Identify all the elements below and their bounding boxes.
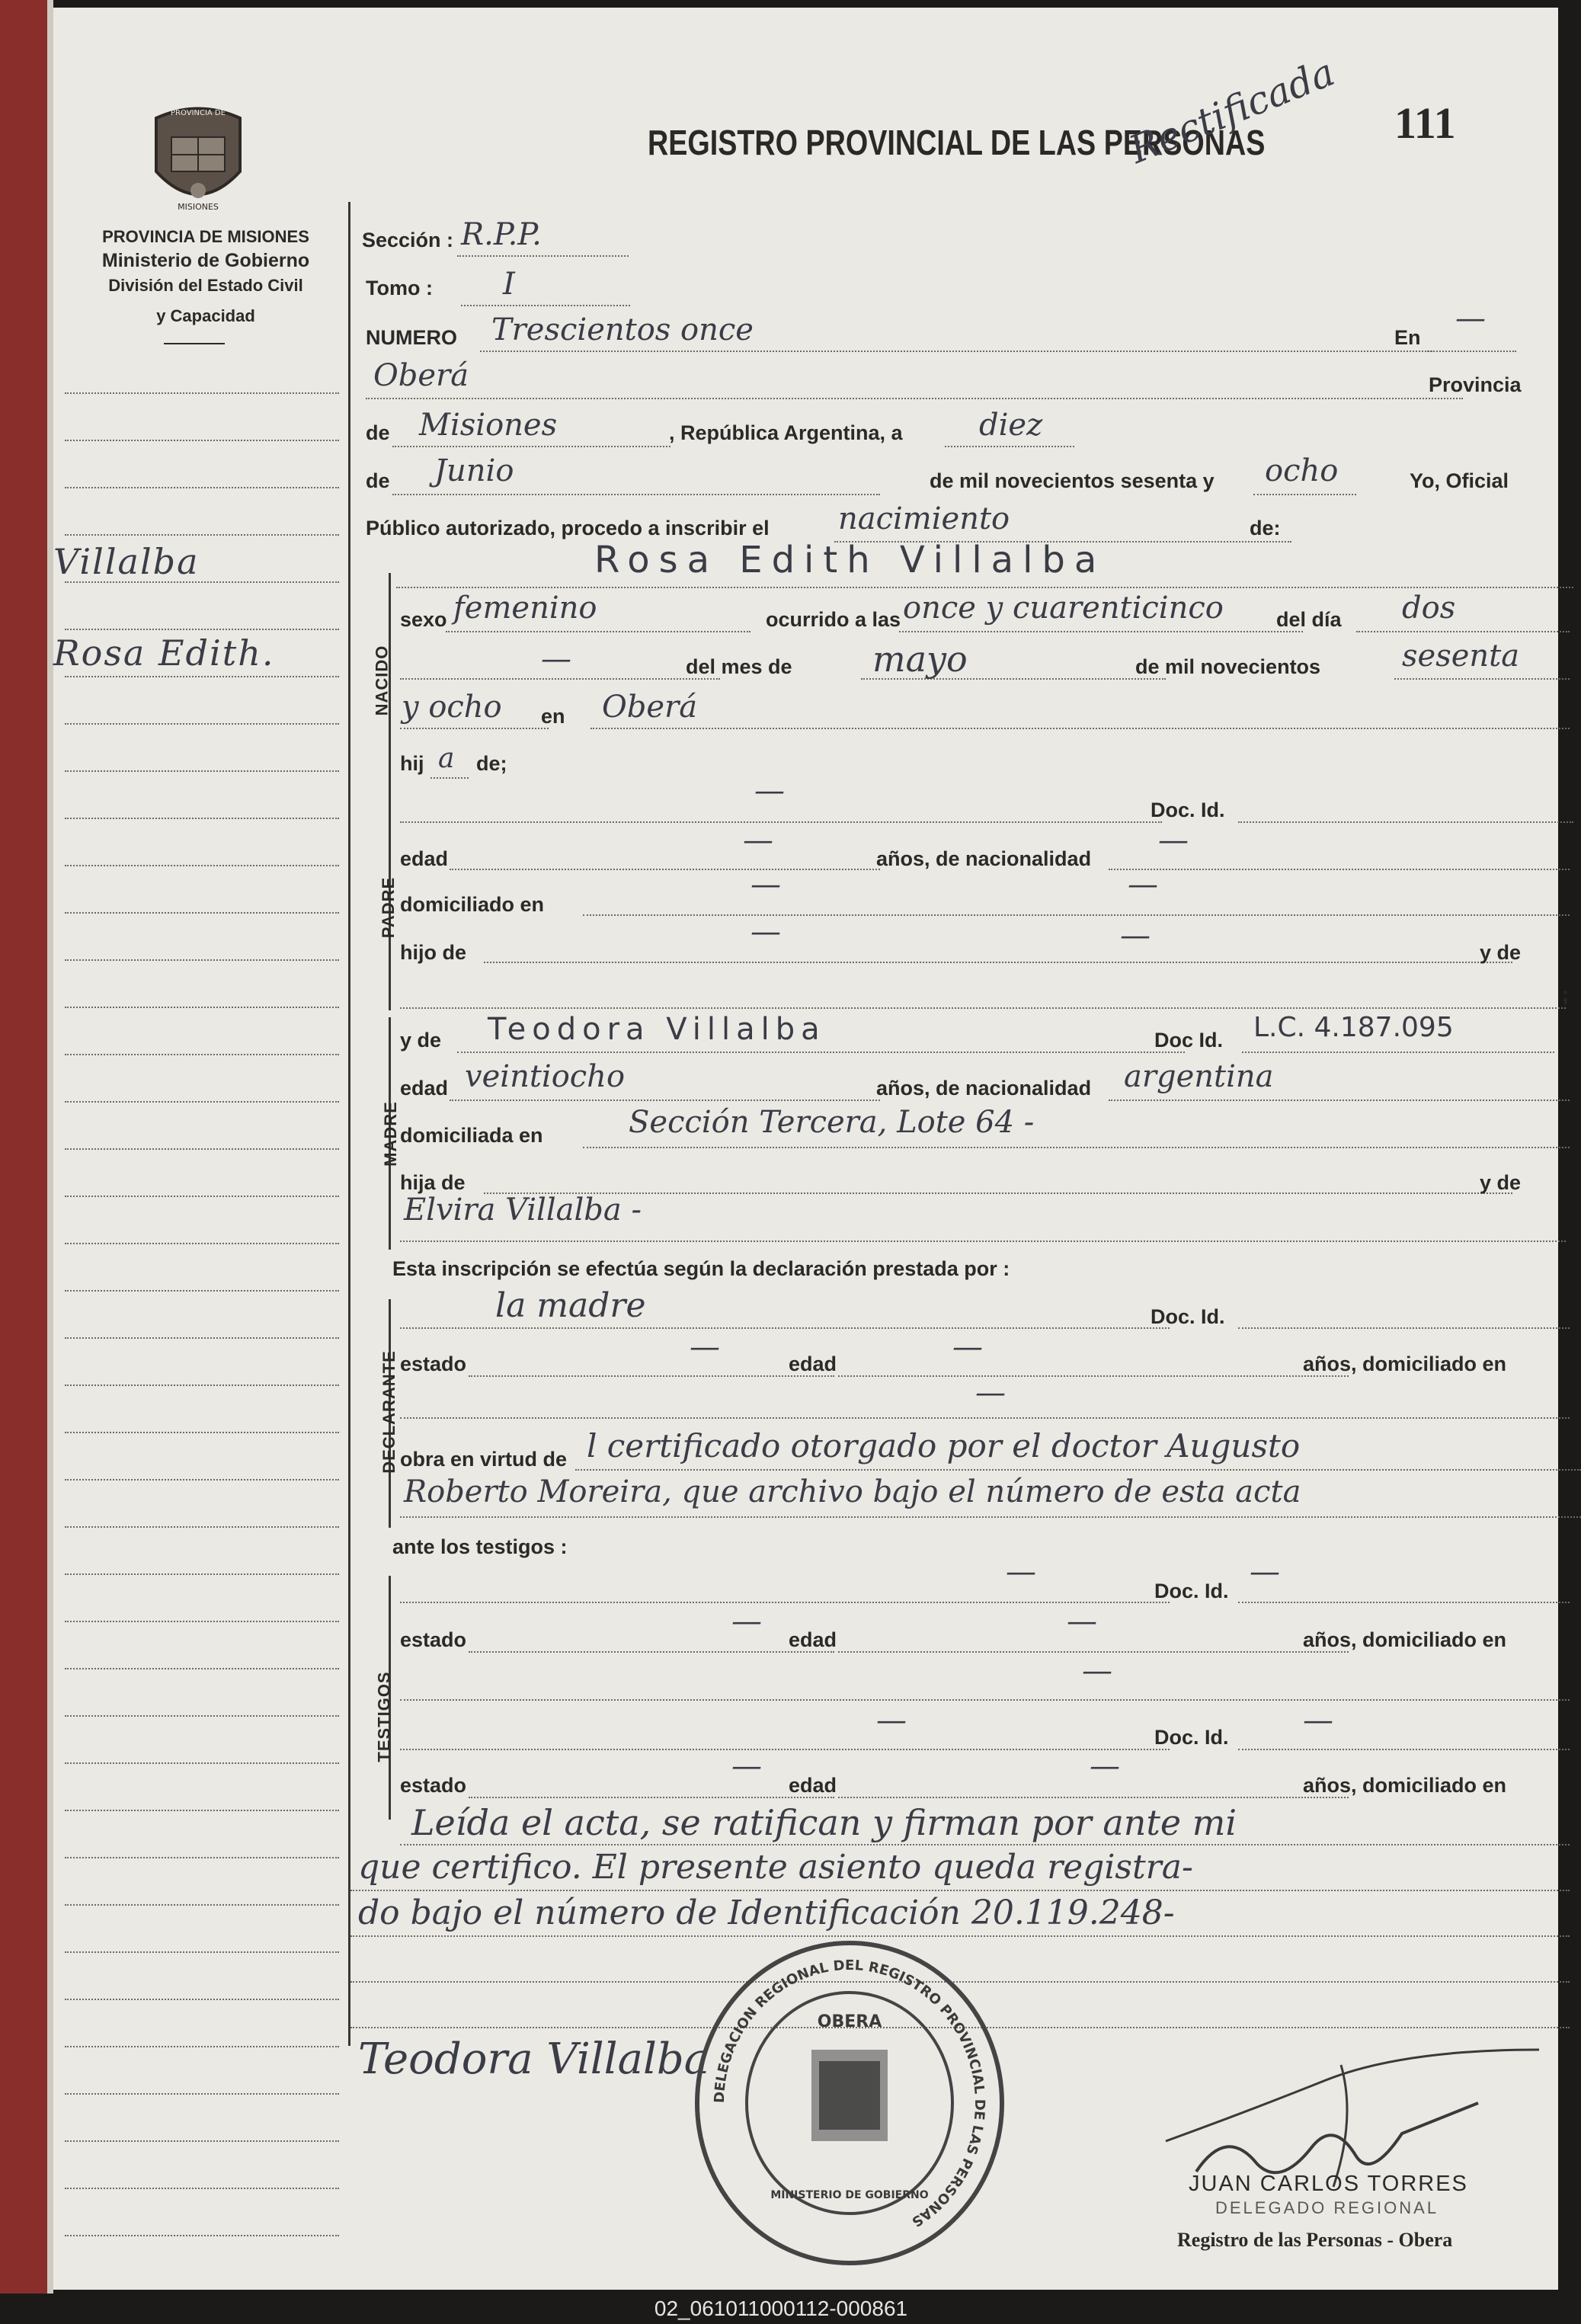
madre-parent-value: Elvira Villalba -: [404, 1192, 642, 1228]
official-registry: Registro de las Personas - Obera: [1177, 2229, 1453, 2251]
margin-line: [65, 1479, 339, 1481]
dia-nac-value: dos: [1402, 591, 1456, 626]
padre-edad-label: edad: [400, 847, 449, 870]
margin-given-names: Rosa Edith.: [53, 632, 275, 674]
margin-line: [65, 770, 339, 772]
padre-name-line: [400, 821, 1162, 823]
testigo2-edad-label: edad: [789, 1774, 837, 1797]
margin-line: [65, 1573, 339, 1575]
margin-line: [65, 487, 339, 488]
testigos-section-label: TESTIGOS: [374, 1671, 394, 1762]
image-id-caption: 02_061011000112-000861: [654, 2297, 908, 2320]
book-spine-edge: [47, 0, 53, 2294]
margin-line: [65, 534, 339, 536]
margin-line: [65, 2046, 339, 2047]
margin-line: [65, 865, 339, 866]
cierre-line-1: [400, 1844, 1570, 1845]
margin-line: [65, 1337, 339, 1339]
padre-hijo-label: hijo de: [400, 941, 466, 964]
org-underline: [164, 343, 225, 344]
seccion-label: Sección :: [362, 229, 454, 251]
anio-line: [1253, 494, 1356, 495]
obra-label: obra en virtud de: [400, 1448, 568, 1471]
form-left-rule: [348, 202, 350, 2046]
madre-name-value: Teodora Villalba: [488, 1012, 826, 1047]
margin-line: [65, 912, 339, 914]
margin-line: [65, 2188, 339, 2189]
nacido-dash: —: [541, 642, 571, 677]
sexo-label: sexo: [400, 608, 447, 631]
anio-nac-label: de mil novecientos: [1135, 655, 1321, 678]
madre-doc-value: L.C. 4.187.095: [1253, 1012, 1454, 1043]
margin-line: [65, 1384, 339, 1386]
obra-line-1: [575, 1469, 1581, 1471]
hora-value: once y cuarenticinco: [903, 591, 1224, 626]
madre-doc-line: [1242, 1052, 1554, 1053]
padre-doc-label: Doc. Id.: [1151, 799, 1225, 821]
declarante-domicilio-line: [400, 1417, 1570, 1419]
provincial-crest-icon: [141, 95, 255, 217]
margin-line: [65, 1526, 339, 1528]
registrant-name-line: [396, 587, 1573, 588]
margin-line: [65, 1951, 339, 1953]
margin-line: [65, 1904, 339, 1906]
numero-value: Trescientos once: [491, 312, 754, 347]
testigo2-dash-1: —: [876, 1703, 907, 1738]
testigos-intro: ante los testigos :: [392, 1535, 568, 1558]
declarante-estado-label: estado: [400, 1352, 467, 1375]
margin-line: [65, 1999, 339, 2000]
testigo1-estado-label: estado: [400, 1628, 467, 1651]
seal-ring-text: DELEGACION REGIONAL DEL REGISTRO PROVINCIAL DE LAS PERSONAS: [711, 1957, 988, 2230]
obra-value-1: l certificado otorgado por el doctor Augusto: [587, 1427, 1301, 1465]
sexo-value: femenino: [453, 591, 597, 626]
de-label-2: de: [366, 469, 390, 492]
declarante-section-label: DECLARANTE: [379, 1350, 398, 1474]
cierre-line-2: [350, 1890, 1570, 1891]
anio-nac-value: sesenta: [1402, 639, 1520, 674]
declarante-edad-line: [838, 1375, 1349, 1377]
madre-edad-label: edad: [400, 1077, 449, 1100]
lugar-nac-value: Oberá: [602, 690, 698, 725]
provincia-label: Provincia: [1429, 373, 1522, 396]
margin-line: [65, 676, 339, 677]
de-colon-label: de:: [1250, 517, 1281, 539]
seccion-line: [457, 255, 629, 257]
madre-nacionalidad-value: argentina: [1124, 1059, 1274, 1094]
margin-line: [65, 1762, 339, 1764]
seal-inner-bottom: MINISTERIO DE GOBIERNO: [770, 2189, 929, 2201]
padre-semicolon: ;: [1562, 983, 1569, 1006]
margin-line: [65, 1621, 339, 1622]
madre-y-de-label: y de: [400, 1029, 442, 1052]
padre-doc-line: [1238, 821, 1573, 823]
mes-value: Junio: [434, 453, 514, 488]
padre-dash-7: —: [1120, 918, 1151, 953]
ocurrido-label: ocurrido a las: [766, 608, 901, 631]
hij-line: [430, 777, 469, 779]
en-line: [1425, 351, 1516, 352]
testigo1-dash-2: —: [1250, 1554, 1280, 1589]
madre-section-label: MADRE: [380, 1101, 400, 1167]
anio-nac-value-2: y ocho: [402, 690, 502, 725]
testigo1-domicilio-line: [400, 1699, 1570, 1701]
register-page: [53, 8, 1569, 2290]
registrant-name: Rosa Edith Villalba: [594, 539, 1106, 581]
crest-top-text: PROVINCIA DE: [171, 109, 226, 117]
del-dia-label: del día: [1276, 608, 1342, 631]
madre-domicilio-label: domiciliada en: [400, 1124, 543, 1147]
hij-label: hij: [400, 752, 424, 775]
madre-nacionalidad-label: años, de nacionalidad: [876, 1077, 1092, 1100]
place-line: [366, 398, 1463, 399]
seccion-value: R.P.P.: [461, 217, 542, 252]
provincia-line: [392, 446, 670, 447]
padre-domicilio-line: [583, 914, 1570, 916]
madre-edad-line: [450, 1100, 880, 1101]
testigo1-dash-4: —: [1067, 1604, 1097, 1639]
official-name: JUAN CARLOS TORRES: [1189, 2172, 1468, 2196]
provincia-value: Misiones: [419, 408, 558, 443]
margin-line: [65, 818, 339, 819]
margin-line: [65, 1196, 339, 1197]
margin-line: [65, 2093, 339, 2095]
testigo1-edad-label: edad: [789, 1628, 837, 1651]
cierre-text-2: que certifico. El presente asiento queda registra-: [358, 1848, 1193, 1887]
hora-line: [899, 631, 1303, 632]
declarante-dash-3: —: [975, 1375, 1006, 1410]
testigo2-doc-label: Doc. Id.: [1154, 1726, 1229, 1749]
acto-value: nacimiento: [838, 501, 1010, 536]
official-seal-stamp: [690, 1935, 1010, 2271]
madre-doc-label: Doc Id.: [1154, 1029, 1224, 1052]
testigo1-dash-1: —: [1006, 1554, 1036, 1589]
mes-line: [392, 494, 880, 495]
margin-line: [65, 959, 339, 961]
dia-line: [945, 446, 1074, 447]
oficial-label: Yo, Oficial: [1410, 469, 1509, 492]
de-label: de: [366, 421, 390, 444]
padre-domicilio-label: domiciliado en: [400, 893, 545, 916]
anio-nac-line-2: [400, 728, 549, 729]
seal-inner-top: OBERA: [817, 2012, 882, 2031]
margin-line: [65, 2235, 339, 2236]
page-number: 111: [1394, 98, 1456, 148]
testigo2-edad-line: [838, 1797, 1349, 1798]
declarante-estado-line: [469, 1375, 834, 1377]
declarante-doc-label: Doc. Id.: [1151, 1305, 1225, 1328]
declarante-anios-label: años, domiciliado en: [1303, 1352, 1507, 1375]
declarante-name-line: [400, 1327, 1170, 1329]
declarante-dash-1: —: [690, 1330, 720, 1365]
testigo2-anios-label: años, domiciliado en: [1303, 1774, 1507, 1797]
margin-line: [65, 1148, 339, 1150]
madre-name-line: [457, 1052, 1185, 1053]
book-spine: [0, 0, 53, 2294]
margin-line: [65, 1243, 339, 1244]
anio-nac-line: [1394, 678, 1570, 680]
margin-line: [65, 2140, 339, 2142]
testigo2-estado-line: [469, 1797, 834, 1798]
anio-label: de mil novecientos sesenta y: [930, 469, 1215, 492]
org-line-2: Ministerio de Gobierno: [101, 250, 310, 271]
numero-label: NUMERO: [366, 326, 457, 349]
republica-label: , República Argentina, a: [669, 421, 903, 444]
en-value: —: [1455, 301, 1486, 336]
mother-signature: Teodora Villalba: [358, 2034, 710, 2084]
crest-bottom-text: MISIONES: [178, 202, 219, 212]
declarante-intro: Esta inscripción se efectúa según la declaración prestada por :: [392, 1257, 1010, 1280]
padre-section-label: PADRE: [379, 876, 398, 939]
padre-dash-1: —: [754, 773, 785, 808]
testigo2-dash-4: —: [1090, 1749, 1120, 1784]
testigo1-estado-line: [469, 1651, 834, 1653]
margin-line: [65, 1668, 339, 1669]
testigo1-dash-5: —: [1082, 1653, 1112, 1689]
madre-edad-value: veintiocho: [465, 1059, 626, 1094]
padre-dash-4: —: [750, 867, 781, 902]
page-title: REGISTRO PROVINCIAL DE LAS PERSONAS: [648, 123, 1266, 162]
margin-line: [65, 392, 339, 394]
margin-line: [65, 1432, 339, 1433]
madre-domicilio-line: [583, 1147, 1570, 1148]
sexo-line: [446, 631, 750, 632]
padre-hijo-line: [484, 962, 1512, 963]
lugar-nac-line: [590, 728, 1570, 729]
madre-domicilio-value: Sección Tercera, Lote 64 -: [629, 1105, 1035, 1140]
mes-nac-label: del mes de: [686, 655, 792, 678]
tomo-value: I: [503, 267, 515, 302]
padre-y-de-label: y de: [1480, 941, 1522, 964]
en-label: En: [1394, 326, 1421, 349]
nacido-section-label: NACIDO: [372, 645, 392, 716]
declarante-dash-2: —: [952, 1330, 983, 1365]
madre-extra-line: [400, 1240, 1566, 1242]
madre-y-de-label-2: y de: [1480, 1171, 1522, 1194]
place-value: Oberá: [373, 358, 469, 393]
margin-line: [65, 1290, 339, 1292]
obra-line-2: [400, 1516, 1581, 1518]
declarante-doc-line: [1238, 1327, 1570, 1329]
dia-nac-line: [1356, 631, 1570, 632]
testigo1-name-line: [400, 1602, 1170, 1603]
padre-dash-5: —: [1128, 867, 1158, 902]
testigo2-estado-label: estado: [400, 1774, 467, 1797]
testigo1-doc-line: [1238, 1602, 1570, 1603]
testigo1-edad-line: [838, 1651, 1349, 1653]
padre-nacionalidad-label: años, de nacionalidad: [876, 847, 1092, 870]
margin-surname: Villalba: [53, 541, 200, 582]
mes-nac-value: mayo: [872, 639, 968, 680]
org-line-1: PROVINCIA DE MISIONES: [102, 227, 309, 246]
anio-value: ocho: [1265, 453, 1339, 488]
padre-dash-2: —: [743, 823, 773, 858]
testigo1-doc-label: Doc. Id.: [1154, 1580, 1229, 1602]
obra-value-2: Roberto Moreira, que archivo bajo el número de esta acta: [404, 1474, 1301, 1509]
margin-line: [65, 1715, 339, 1717]
margin-line: [65, 1857, 339, 1858]
cierre-text-3: do bajo el número de Identificación 20.119.248-: [358, 1893, 1175, 1932]
declarante-name-value: la madre: [495, 1286, 646, 1325]
org-line-3: División del Estado Civil: [108, 276, 303, 295]
margin-line: [65, 1810, 339, 1811]
padre-edad-line: [450, 869, 880, 870]
margin-line: [65, 1101, 339, 1103]
margin-line: [65, 629, 339, 630]
testigo2-dash-2: —: [1303, 1703, 1333, 1738]
nacido-blank-line: [400, 678, 720, 680]
cierre-text-1: Leída el acta, se ratifican y firman por ante mi: [411, 1802, 1237, 1843]
org-line-4: y Capacidad: [156, 306, 255, 325]
padre-nacionalidad-line: [1109, 869, 1570, 870]
madre-nacionalidad-line: [1109, 1100, 1570, 1101]
padre-extra-line: [400, 1007, 1566, 1009]
rectified-annotation: Rectificada: [1123, 50, 1341, 172]
official-role: DELEGADO REGIONAL: [1215, 2198, 1439, 2217]
testigo2-name-line: [400, 1749, 1170, 1750]
declarante-edad-label: edad: [789, 1352, 837, 1375]
tomo-label: Tomo :: [366, 277, 433, 299]
tomo-line: [461, 305, 630, 306]
testigo1-anios-label: años, domiciliado en: [1303, 1628, 1507, 1651]
hij-value: a: [438, 743, 455, 774]
padre-dash-6: —: [750, 914, 781, 949]
testigo2-dash-3: —: [731, 1749, 762, 1784]
padre-dash-3: —: [1158, 823, 1189, 858]
margin-line: [65, 723, 339, 725]
testigo1-dash-3: —: [731, 1604, 762, 1639]
madre-hija-label: hija de: [400, 1171, 466, 1194]
testigo2-doc-line: [1238, 1749, 1570, 1750]
margin-line: [65, 1054, 339, 1055]
margin-line: [65, 1007, 339, 1008]
publico-label: Público autorizado, procedo a inscribir el: [366, 517, 770, 539]
hij-de-label: de;: [476, 752, 507, 775]
dia-value: diez: [979, 408, 1043, 443]
numero-line: [480, 351, 1432, 352]
margin-line: [65, 440, 339, 441]
en-nac-label: en: [541, 705, 565, 728]
